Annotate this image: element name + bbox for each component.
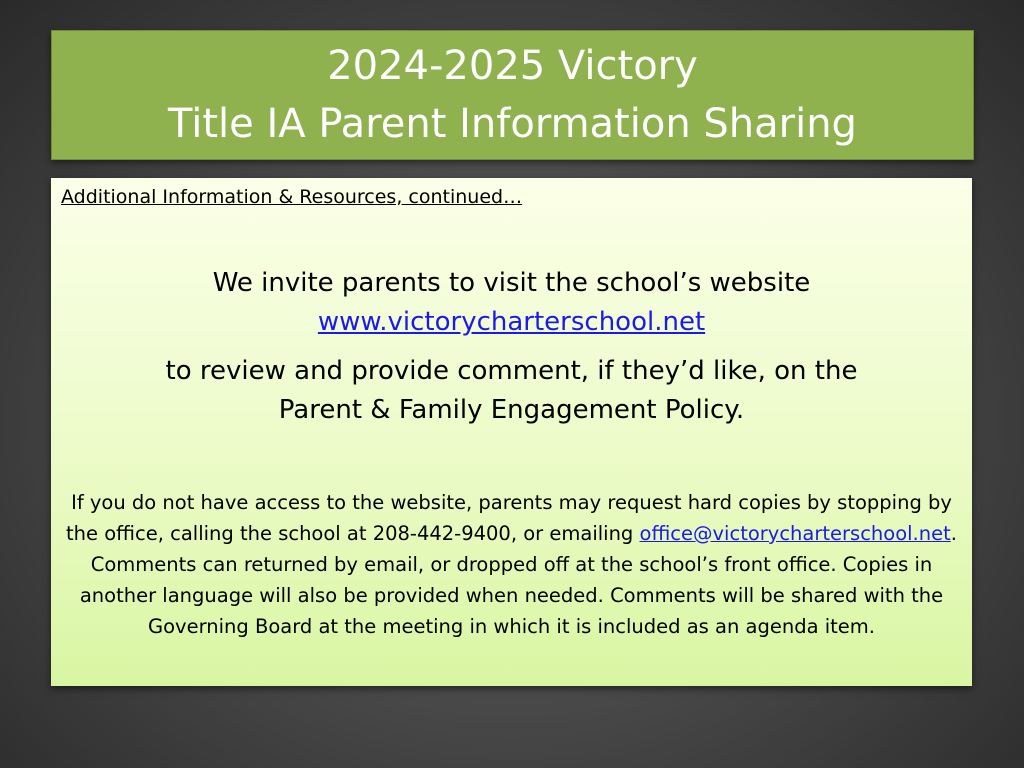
content-panel: [51, 178, 972, 686]
hard-copy-paragraph: [59, 487, 964, 642]
access-text-after: . Comments can returned by email, or dropped off at the school’s front office. Copies in another language will also be provided when needed. Comments will be shared with the Governing Board at the meeting in which it is included as an agenda item.: [79, 522, 957, 638]
title-line-1: 2024-2025 Victory: [327, 43, 698, 89]
invite-line: We invite parents to visit the school’s website: [212, 268, 811, 298]
review-line-2: Parent & Family Engagement Policy.: [278, 395, 745, 425]
review-line-1: to review and provide comment, if they’d like, on the: [165, 356, 858, 386]
slide-title: [51, 30, 974, 160]
email-link[interactable]: office@victorycharterschool.net: [639, 522, 951, 545]
section-subheading: Additional Information & Resources, continued…: [61, 186, 523, 208]
access-text-before: If you do not have access to the website, parents may request hard copies by stopping by the office, calling the school at 208-442-9400, or emailing: [66, 491, 952, 545]
website-invite-paragraph: [61, 264, 962, 430]
website-link[interactable]: www.victorycharterschool.net: [317, 307, 706, 337]
title-line-2: Title IA Parent Information Sharing: [168, 101, 857, 147]
